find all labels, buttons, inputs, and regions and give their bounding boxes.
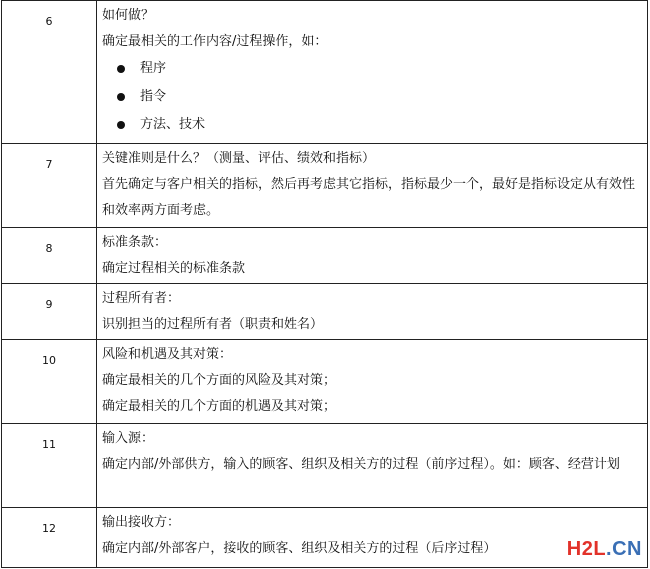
row-content <box>97 228 648 284</box>
row-heading: 标准条款： <box>102 235 168 250</box>
row-heading: 过程所有者： <box>102 291 181 306</box>
watermark-brand: H2L <box>566 538 607 560</box>
list-item: 程序 <box>102 55 641 83</box>
row-number: 12 <box>2 508 97 568</box>
table-row <box>2 144 648 228</box>
row-content <box>97 284 648 340</box>
row-content <box>97 144 648 228</box>
row-heading: 输入源： <box>102 431 155 446</box>
row-text: 确定内部/外部客户，接收的顾客、组织及相关方的过程（后序过程） <box>102 541 497 556</box>
row-content <box>97 508 648 568</box>
table-row <box>2 228 648 284</box>
process-table <box>1 0 648 568</box>
row-text: 首先确定与客户相关的指标，然后再考虑其它指标，指标最少一个，最好是指标设定从有效性和效率两方面考虑。 <box>102 177 636 218</box>
row-content <box>97 340 648 424</box>
site-watermark-logo <box>567 538 642 561</box>
row-number: 6 <box>2 1 97 144</box>
table-row <box>2 340 648 424</box>
row-heading: 如何做？ <box>102 8 155 23</box>
row-number: 8 <box>2 228 97 284</box>
bullet-list <box>102 55 641 139</box>
table-row <box>2 1 648 144</box>
row-text: 确定最相关的工作内容/过程操作，如： <box>102 34 328 49</box>
row-heading: 风险和机遇及其对策： <box>102 347 233 362</box>
row-heading: 关键准则是什么？（测量、评估、绩效和指标） <box>102 151 376 166</box>
bullet-icon <box>117 93 125 101</box>
row-number: 10 <box>2 340 97 424</box>
watermark-dot: . <box>606 538 613 560</box>
row-text: 确定最相关的几个方面的风险及其对策； <box>102 373 337 388</box>
row-content <box>97 424 648 508</box>
bullet-icon <box>117 121 125 129</box>
list-item: 方法、技术 <box>102 111 641 139</box>
row-text: 确定内部/外部供方，输入的顾客、组织及相关方的过程（前序过程）。如：顾客、经营计划 <box>102 457 620 472</box>
row-text: 识别担当的过程所有者（职责和姓名） <box>102 317 324 332</box>
table-row <box>2 424 648 508</box>
table-row <box>2 284 648 340</box>
watermark-tld: CN <box>612 538 642 560</box>
row-heading: 输出接收方： <box>102 515 181 530</box>
row-text: 确定最相关的几个方面的机遇及其对策； <box>102 399 337 414</box>
bullet-icon <box>117 65 125 73</box>
row-number: 11 <box>2 424 97 508</box>
row-text: 确定过程相关的标准条款 <box>102 261 246 276</box>
row-content <box>97 1 648 144</box>
list-item: 指令 <box>102 83 641 111</box>
row-number: 7 <box>2 144 97 228</box>
table-row <box>2 508 648 568</box>
row-number: 9 <box>2 284 97 340</box>
